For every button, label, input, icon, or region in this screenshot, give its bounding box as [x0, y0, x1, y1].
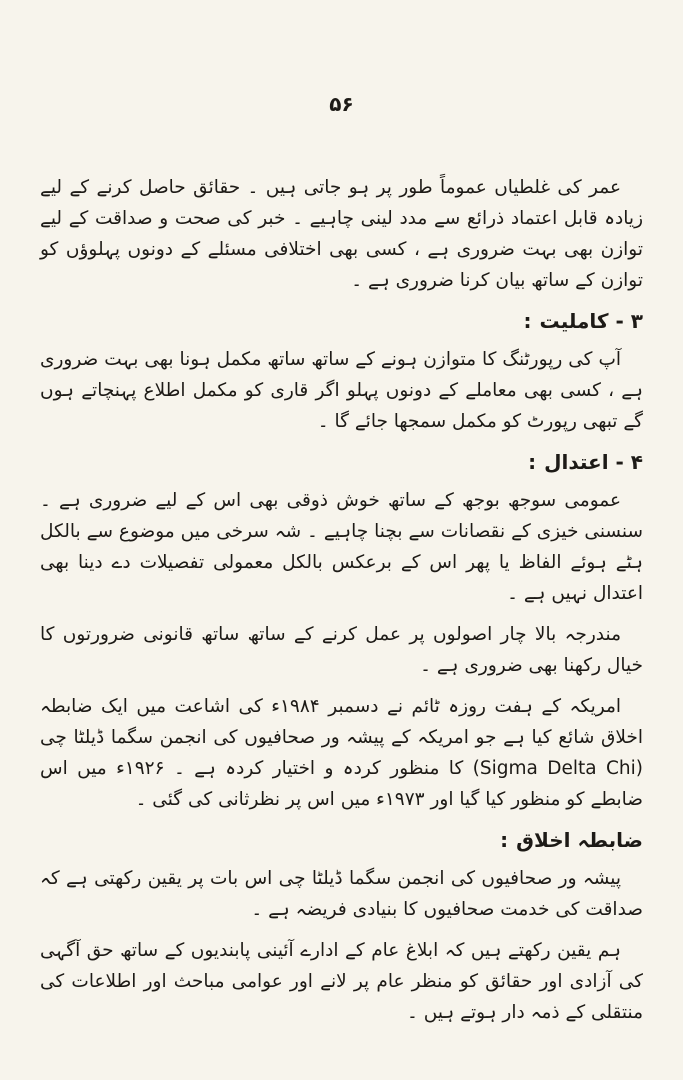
heading-text: ۴ - اعتدال: [544, 450, 643, 474]
paragraph-legal: مندرجہ بالا چار اصولوں پر عمل کرنے کے ساتھ ساتھ قانونی ضرورتوں کا خیال رکھنا بھی ضروری ہے ۔: [40, 624, 643, 676]
page-number: ۵۶: [329, 92, 354, 116]
heading-colon: :: [500, 828, 509, 852]
page-content: [40, 172, 643, 1038]
paragraph-moderation: عمومی سوجھ بوجھ کے ساتھ خوش ذوقی بھی اس کے لیے ضروری ہے ۔ سنسنی خیزی کے نقصانات سے بچنا چاہیے ۔ شہ سرخی میں موضوع سے بالکل ہٹے ہوئے الفاظ یا پھر اس کے برعکس بالکل معمولی تفصیلات دے دینا بھی اعتدال نہیں ہے ۔: [40, 490, 643, 604]
paragraph-belief: پیشہ ور صحافیوں کی انجمن سگما ڈیلٹا چی اس بات پر یقین رکھتی ہے کہ صداقت کی خدمت صحافیوں کا بنیادی فریضہ ہے ۔: [40, 868, 643, 920]
heading-colon: :: [523, 309, 532, 333]
heading-text: ۳ - کاملیت: [539, 309, 643, 333]
paragraph-public-right: ہم یقین رکھتے ہیں کہ ابلاغ عام کے ادارے آئینی پابندیوں کے ساتھ حق آگہی کی آزادی اور حقائق کو منظر عام پر لانے اور عوامی مباحث اور اطلاعات کی منتقلی کے ذمہ دار ہوتے ہیں ۔: [40, 940, 643, 1023]
heading-text: ضابطہ اخلاق: [516, 828, 643, 852]
paragraph-time-magazine: امریکہ کے ہفت روزہ ٹائم نے دسمبر ۱۹۸۴ء کی اشاعت میں ایک ضابطہ اخلاق شائع کیا ہے جو امریکہ کے پیشہ ور صحافیوں کی انجمن سگما ڈیلٹا چی (Sigma Delta Chi) کا منظور کردہ و اختیار کردہ ہے ۔ ۱۹۲۶ء میں اس ضابطے کو منظور کیا گیا اور ۱۹۷۳ء میں اس پر نظرثانی کی گئی ۔: [40, 696, 644, 810]
heading-code-of-ethics: [40, 825, 643, 855]
heading-colon: :: [528, 450, 537, 474]
heading-moderation: [40, 447, 643, 477]
paragraph-completeness: آپ کی رپورٹنگ کا متوازن ہونے کے ساتھ ساتھ مکمل ہونا بھی بہت ضروری ہے ، کسی بھی معاملے کے دونوں پہلو اگر قاری کو مکمل اطلاع پہنچاتے ہوں گے تبھی رپورٹ کو مکمل سمجھا جائے گا ۔: [40, 349, 643, 432]
paragraph-intro: عمر کی غلطیاں عموماً طور پر ہو جاتی ہیں ۔ حقائق حاصل کرنے کے لیے زیادہ قابل اعتماد ذرائع سے مدد لینی چاہیے ۔ خبر کی صحت و صداقت کے لیے توازن بھی بہت ضروری ہے ، کسی بھی اختلافی مسئلے کے دونوں پہلوؤں کو توازن کے ساتھ بیان کرنا ضروری ہے ۔: [40, 177, 643, 291]
heading-completeness: [40, 306, 643, 336]
